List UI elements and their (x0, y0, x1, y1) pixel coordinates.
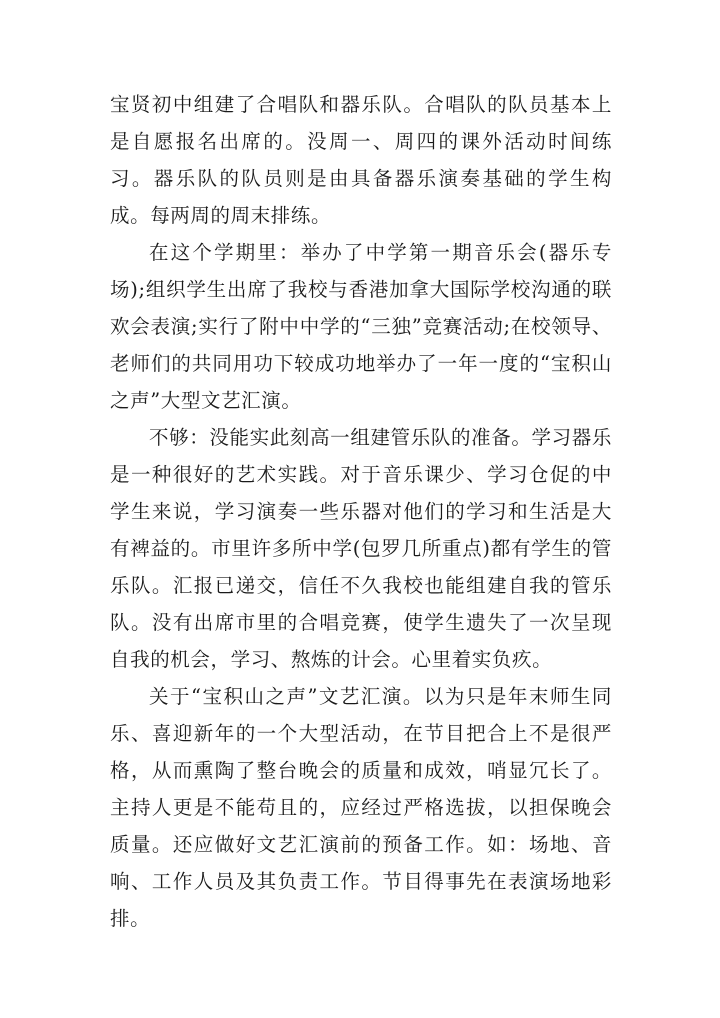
paragraph-semester-activities: 在这个学期里：举办了中学第一期音乐会(器乐专场);组织学生出席了我校与香港加拿大国际学校沟通的联欢会表演;实行了附中中学的“三独”竞赛活动;在校领导、老师们的共同用功下较成功地举办了一年一度的“宝积山之声”大型文艺汇演。 (110, 241, 612, 412)
document-body (110, 86, 612, 937)
paragraph-art-show: 关于“宝积山之声”文艺汇演。以为只是年末师生同乐、喜迎新年的一个大型活动，在节目把合上不是很严格，从而熏陶了整台晚会的质量和成效，哨显冗长了。主持人更是不能苟且的，应经过严格选拔，以担保晚会质量。还应做好文艺汇演前的预备工作。如：场地、音响、工作人员及其负责工作。节目得事先在表演场地彩排。 (110, 685, 612, 930)
paragraph-shortcomings: 不够：没能实此刻高一组建管乐队的准备。学习器乐是一种很好的艺术实践。对于音乐课少、学习仓促的中学生来说，学习演奏一些乐器对他们的学习和生活是大有裨益的。市里许多所中学(包罗几所重点)都有学生的管乐队。汇报已递交，信任不久我校也能组建自我的管乐队。没有出席市里的合唱竞赛，使学生遗失了一次呈现自我的机会，学习、熬炼的计会。心里着实负疚。 (110, 426, 612, 671)
paragraph-choir-band: 宝贤初中组建了合唱队和器乐队。合唱队的队员基本上是自愿报名出席的。没周一、周四的课外活动时间练习。器乐队的队员则是由具备器乐演奏基础的学生构成。每两周的周末排练。 (110, 93, 612, 227)
